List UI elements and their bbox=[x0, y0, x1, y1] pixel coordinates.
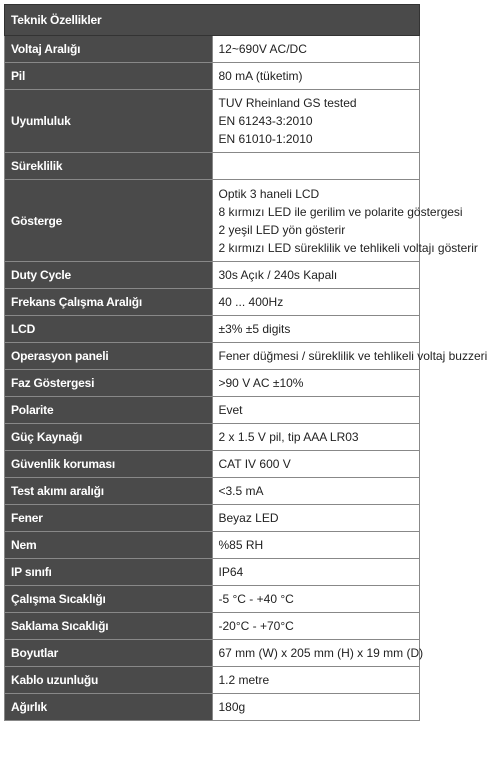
value-line: EN 61010-1:2010 bbox=[218, 132, 313, 146]
value-line: 12~690V AC/DC bbox=[218, 42, 307, 56]
table-row bbox=[5, 289, 420, 316]
table-row bbox=[5, 370, 420, 397]
table-row bbox=[5, 397, 420, 424]
value-line: Evet bbox=[218, 403, 243, 417]
row-value bbox=[212, 262, 420, 289]
table-row bbox=[5, 478, 420, 505]
row-value bbox=[212, 316, 420, 343]
row-label: Fener bbox=[5, 505, 213, 532]
row-label: Polarite bbox=[5, 397, 213, 424]
value-line: 1.2 metre bbox=[218, 673, 270, 687]
row-label: Faz Göstergesi bbox=[5, 370, 213, 397]
value-line: 67 mm (W) x 205 mm (H) x 19 mm (D) bbox=[218, 646, 424, 660]
table-row bbox=[5, 667, 420, 694]
row-value bbox=[212, 36, 420, 63]
row-value bbox=[212, 370, 420, 397]
row-value bbox=[212, 451, 420, 478]
row-label: Uyumluluk bbox=[5, 90, 213, 153]
value-line: 2 kırmızı LED süreklilik ve tehlikeli voltajı gösterir bbox=[218, 240, 478, 255]
row-label: LCD bbox=[5, 316, 213, 343]
value-line: Optik 3 haneli LCD bbox=[218, 186, 320, 201]
table-row bbox=[5, 63, 420, 90]
value-line: EN 61243-3:2010 bbox=[218, 114, 313, 128]
value-line: 2 x 1.5 V pil, tip AAA LR03 bbox=[218, 430, 359, 444]
value-line: 40 ... 400Hz bbox=[218, 295, 284, 309]
value-line: Beyaz LED bbox=[218, 511, 279, 525]
row-value bbox=[212, 63, 420, 90]
value-line: >90 V AC ±10% bbox=[218, 376, 304, 390]
row-label: Nem bbox=[5, 532, 213, 559]
row-value bbox=[212, 478, 420, 505]
value-line: %85 RH bbox=[218, 538, 264, 552]
row-label: Operasyon paneli bbox=[5, 343, 213, 370]
value-line: Fener düğmesi / süreklilik ve tehlikeli voltaj buzzeri bbox=[218, 349, 487, 363]
table-row bbox=[5, 532, 420, 559]
value-line: 80 mA (tüketim) bbox=[218, 69, 303, 83]
table-title: Teknik Özellikler bbox=[5, 5, 420, 36]
table-row bbox=[5, 586, 420, 613]
row-value bbox=[212, 397, 420, 424]
row-label: Saklama Sıcaklığı bbox=[5, 613, 213, 640]
row-value bbox=[212, 613, 420, 640]
row-label: Ağırlık bbox=[5, 694, 213, 721]
row-label: Kablo uzunluğu bbox=[5, 667, 213, 694]
value-line: TUV Rheinland GS tested bbox=[218, 96, 357, 110]
table-row bbox=[5, 262, 420, 289]
table-row bbox=[5, 316, 420, 343]
row-value bbox=[212, 90, 420, 153]
value-line: -20°C - +70°C bbox=[218, 619, 294, 633]
row-label: IP sınıfı bbox=[5, 559, 213, 586]
table-row bbox=[5, 613, 420, 640]
row-value bbox=[212, 694, 420, 721]
row-label: Frekans Çalışma Aralığı bbox=[5, 289, 213, 316]
table-row bbox=[5, 424, 420, 451]
row-value bbox=[212, 667, 420, 694]
row-value bbox=[212, 180, 478, 262]
row-label: Voltaj Aralığı bbox=[5, 36, 213, 63]
value-line: CAT IV 600 V bbox=[218, 457, 291, 471]
value-line: 30s Açık / 240s Kapalı bbox=[218, 268, 338, 282]
table-row bbox=[5, 343, 420, 370]
value-line: ±3% ±5 digits bbox=[218, 322, 291, 336]
table-row bbox=[5, 180, 420, 262]
table-row bbox=[5, 451, 420, 478]
row-label: Gösterge bbox=[5, 180, 213, 262]
table-row bbox=[5, 694, 420, 721]
table-row bbox=[5, 640, 420, 667]
table-title-row bbox=[5, 5, 420, 36]
row-label: Test akımı aralığı bbox=[5, 478, 213, 505]
row-label: Çalışma Sıcaklığı bbox=[5, 586, 213, 613]
table-row bbox=[5, 90, 420, 153]
value-line: 180g bbox=[218, 700, 246, 714]
value-line: 8 kırmızı LED ile gerilim ve polarite göstergesi bbox=[218, 204, 463, 219]
spec-table bbox=[4, 4, 487, 721]
value-line: -5 °C - +40 °C bbox=[218, 592, 294, 606]
row-value bbox=[212, 586, 420, 613]
value-line: <3.5 mA bbox=[218, 484, 264, 498]
row-value bbox=[212, 640, 424, 667]
row-value bbox=[212, 559, 420, 586]
value-line: IP64 bbox=[218, 565, 244, 579]
row-value bbox=[212, 343, 487, 370]
row-value bbox=[212, 532, 420, 559]
row-value bbox=[212, 505, 420, 532]
row-label: Güç Kaynağı bbox=[5, 424, 213, 451]
table-row bbox=[5, 559, 420, 586]
row-value bbox=[212, 289, 420, 316]
row-value bbox=[212, 153, 420, 180]
row-label: Süreklilik bbox=[5, 153, 213, 180]
row-label: Duty Cycle bbox=[5, 262, 213, 289]
table-row bbox=[5, 153, 420, 180]
table-row bbox=[5, 505, 420, 532]
value-line: 2 yeşil LED yön gösterir bbox=[218, 222, 346, 237]
row-label: Boyutlar bbox=[5, 640, 213, 667]
table-row bbox=[5, 36, 420, 63]
row-label: Güvenlik koruması bbox=[5, 451, 213, 478]
row-value bbox=[212, 424, 420, 451]
row-label: Pil bbox=[5, 63, 213, 90]
